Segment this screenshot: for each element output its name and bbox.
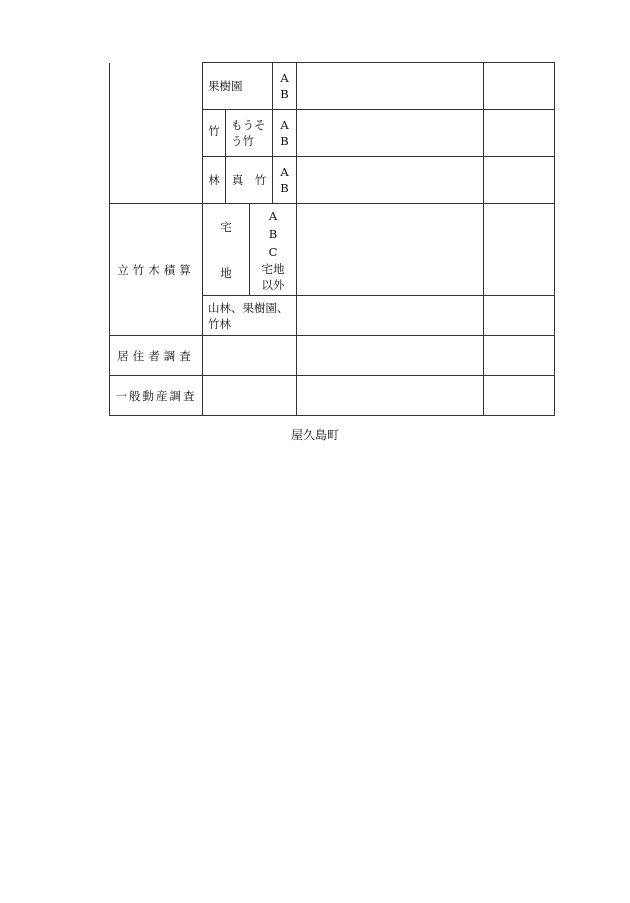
sanrin-amount-cell <box>484 296 555 336</box>
madake-detail-cell <box>297 157 484 204</box>
kyojusha-amount-cell <box>484 336 555 376</box>
grade-b: B <box>280 181 289 195</box>
ippan-sub-cell <box>203 376 297 416</box>
ippan-detail-cell <box>297 376 484 416</box>
mousou-grades <box>273 110 297 157</box>
takuchi-grades <box>250 204 297 296</box>
kyojusha-label: 居住者調査 <box>110 336 203 376</box>
takuchi-line-1: 宅 <box>220 219 232 234</box>
ippan-label: 一般動産調査 <box>110 376 203 416</box>
mousou-label <box>226 110 273 157</box>
mousou-line-2: う竹 <box>231 134 254 148</box>
ryuchikuboku-label: 立竹木積算 <box>110 204 203 336</box>
madake-label: 真 竹 <box>226 157 273 204</box>
mousou-line-1: もうそ <box>231 118 266 132</box>
madake-amount-cell <box>484 157 555 204</box>
takuchi-other-line-1: 宅地 <box>261 261 285 276</box>
kajuen-label: 果樹園 <box>203 63 273 110</box>
grade-c: C <box>268 244 278 259</box>
grade-a: A <box>280 118 289 132</box>
kajuen-grades <box>273 63 297 110</box>
grade-b: B <box>280 87 289 101</box>
grade-a: A <box>268 208 278 223</box>
chikurin-take: 竹 <box>203 110 226 157</box>
grade-b: B <box>268 226 278 241</box>
kyojusha-detail-cell <box>297 336 484 376</box>
mousou-amount-cell <box>484 110 555 157</box>
takuchi-label <box>203 204 250 296</box>
takuchi-line-2: 地 <box>220 265 232 280</box>
ippan-amount-cell <box>484 376 555 416</box>
madake-grades <box>273 157 297 204</box>
survey-table <box>109 62 555 416</box>
kajuen-detail-cell <box>297 63 484 110</box>
sanrin-label <box>203 296 297 336</box>
grade-a: A <box>280 165 289 179</box>
grade-a: A <box>280 71 289 85</box>
takuchi-detail-cell <box>297 204 484 296</box>
sanrin-line-2: 竹林 <box>208 316 231 331</box>
grade-b: B <box>280 134 289 148</box>
sanrin-detail-cell <box>297 296 484 336</box>
chikurin-hayashi: 林 <box>203 157 226 204</box>
takuchi-amount-cell <box>484 204 555 296</box>
takuchi-other-line-2: 以外 <box>261 277 285 292</box>
category-cell-top <box>110 63 203 204</box>
sanrin-line-1: 山林、果樹園、 <box>208 300 289 315</box>
kajuen-amount-cell <box>484 63 555 110</box>
town-name-footer: 屋久島町 <box>290 428 339 442</box>
kyojusha-sub-cell <box>203 336 297 376</box>
mousou-detail-cell <box>297 110 484 157</box>
